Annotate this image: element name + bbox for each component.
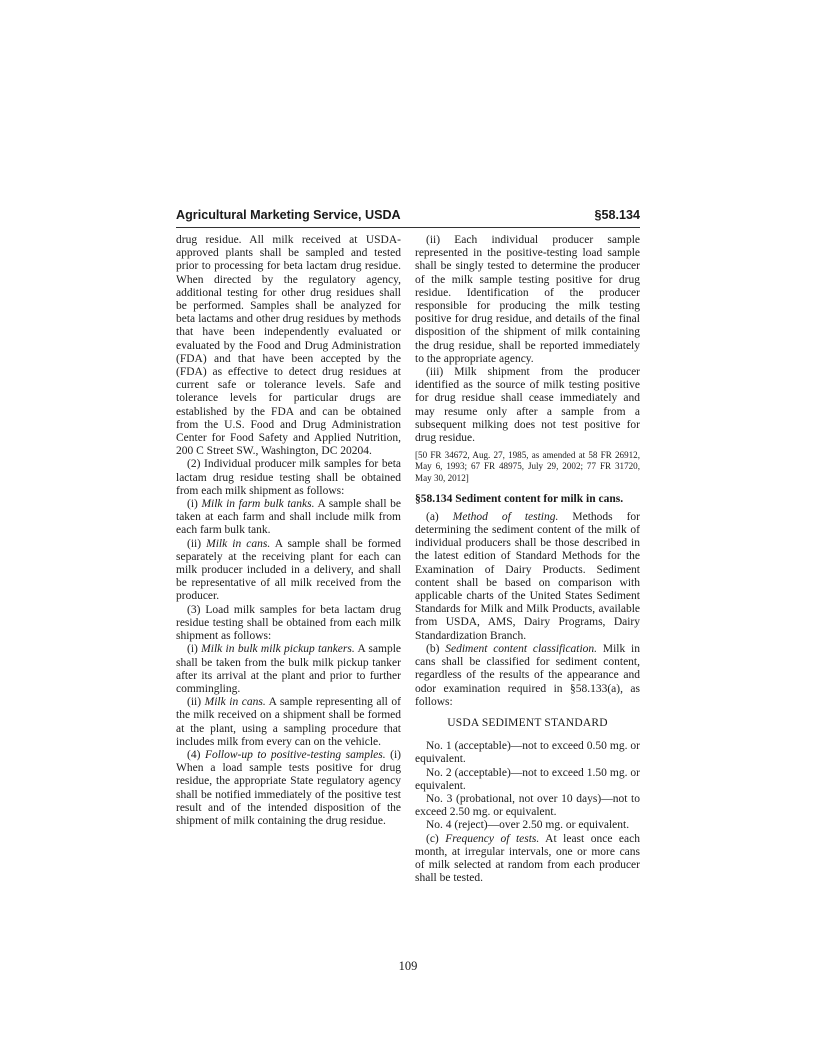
paragraph: (a) Method of testing. Methods for determining the sediment content of the milk of individual producers shall be those described in the latest edition of Standard Methods for the Examination of Dairy Products. Sediment content shall be based on comparison with applicable charts of the United States Sediment Standards for Milk and Milk Products, available from USDA, AMS, Dairy Programs, Dairy Standardization Branch. (415, 510, 641, 642)
paragraph: (3) Load milk samples for beta lactam drug residue testing shall be obtained from each milk shipment as follows: (176, 603, 401, 643)
paragraph: (c) Frequency of tests. At least once each month, at irregular intervals, one or more cans of milk selected at random from each producer shall be tested. (415, 832, 640, 885)
paragraph: drug residue. All milk received at USDA-approved plants shall be sampled and tested prior to processing for beta lactam drug residue. When directed by the regulatory agency, additional testing for other drug residues shall be performed. Samples shall be analyzed for beta lactams and other drug residues by methods that have been independently evaluated or evaluated by the Food and Drug Administration (FDA) and that have been accepted by the (FDA) as effective to detect drug residues at current safe or tolerance levels. Safe and tolerance levels for particular drugs are established by the FDA and can be obtained from the U.S. Food and Drug Administration Center for Food Safety and Applied Nutrition, 200 C Street SW., Washington, DC 20204. (176, 234, 401, 458)
agency-title: Agricultural Marketing Service, USDA (176, 208, 401, 222)
paragraph: (ii) Each individual producer sample represented in the positive-testing load sample shall be singly tested to determine the producer of the milk sample testing positive for drug residue. Identification of the producer responsible for producing the milk testing positive for drug residue, and details of the final disposition of the shipment of milk containing the drug residue, shall be reported immediately to the appropriate agency. (415, 234, 640, 365)
header-rule (176, 227, 640, 228)
paragraph: (4) Follow-up to positive-testing samples. (i) When a load sample tests positive for drug residue, the appropriate State regulatory agency shall be notified immediately of the positive test result and of the intended disposition of the shipment of milk containing the drug residue. (176, 748, 401, 827)
standard-item: No. 2 (acceptable)—not to exceed 1.50 mg. or equivalent. (415, 766, 640, 792)
standard-heading: USDA SEDIMENT STANDARD (447, 716, 608, 729)
citation: [50 FR 34672, Aug. 27, 1985, as amended at 58 FR 26912, May 6, 1993; 67 FR 48975, July 29, 2002; 77 FR 31720, May 30, 2012] (415, 450, 640, 483)
paragraph: (ii) Milk in cans. A sample representing all of the milk received on a shipment shall be formed at the plant, using a sampling procedure that includes milk from every can on the vehicle. (176, 696, 402, 748)
left-column (176, 234, 401, 828)
paragraph: (b) Sediment content classification. Milk in cans shall be classified for sediment content, regardless of the results of the appearance and odor examination required in §58.133(a), as follows: (415, 642, 640, 708)
right-column (415, 234, 640, 885)
paragraph: (i) Milk in farm bulk tanks. A sample shall be taken at each farm and shall include milk from each farm bulk tank. (176, 498, 402, 537)
page-number: 109 (398, 959, 418, 973)
paragraph: (ii) Milk in cans. A sample shall be formed separately at the receiving plant for each can milk producer included in a delivery, and shall be representative of all milk received from the producer. (176, 537, 402, 603)
paragraph: (iii) Milk shipment from the producer identified as the source of milk testing positive for drug residue shall cease immediately and may resume only after a sample from a subsequent milking does not test positive for drug residue. (415, 366, 640, 445)
standard-item: No. 4 (reject)—over 2.50 mg. or equivalent. (426, 819, 630, 832)
section-heading: §58.134 Sediment content for milk in cans. (415, 492, 624, 505)
running-header (176, 208, 640, 228)
standard-item: No. 3 (probational, not over 10 days)—not to exceed 2.50 mg. or equivalent. (415, 792, 640, 819)
paragraph: (2) Individual producer milk samples for beta lactam drug residue testing shall be obtained from each milk shipment as follows: (176, 458, 401, 497)
standard-item: No. 1 (acceptable)—not to exceed 0.50 mg. or equivalent. (415, 740, 640, 766)
section-number: §58.134 (594, 208, 640, 222)
paragraph: (i) Milk in bulk milk pickup tankers. A sample shall be taken from the bulk milk pickup tanker after its arrival at the plant and prior to further commingling. (176, 643, 401, 695)
